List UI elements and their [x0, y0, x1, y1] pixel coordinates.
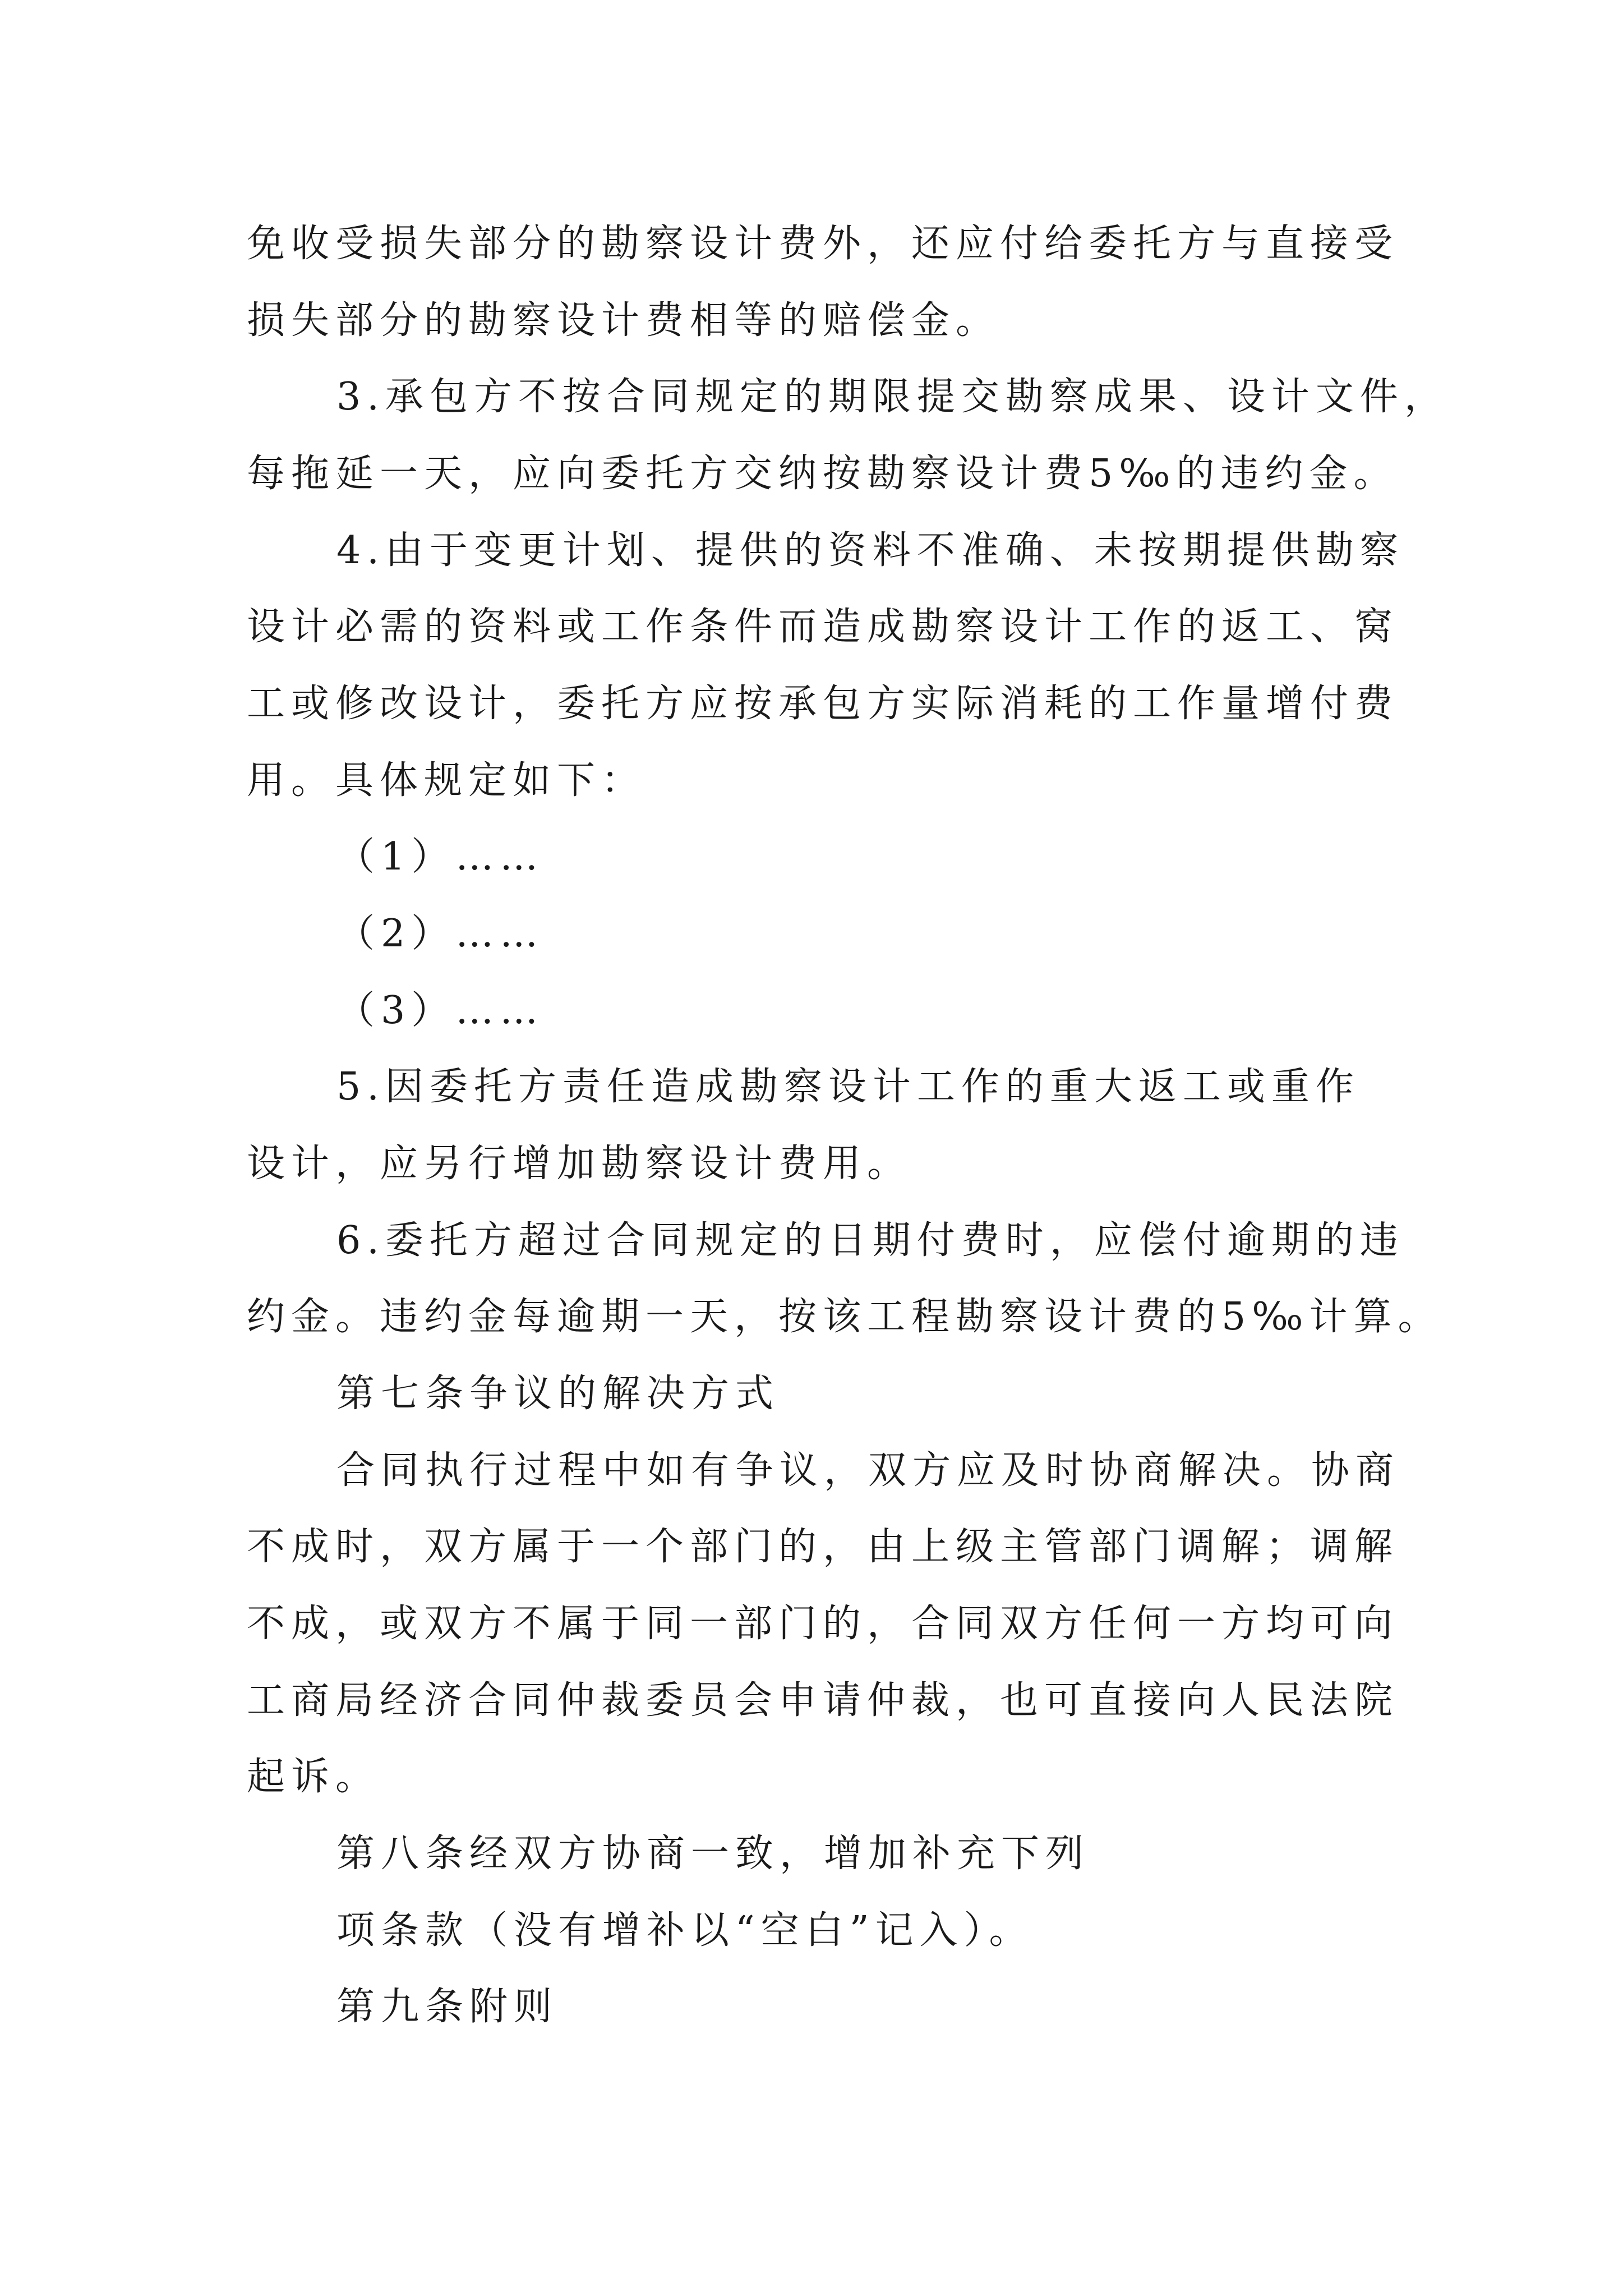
list-item: （2）…… — [336, 912, 545, 956]
clause-6-line: 6.委托方超过合同规定的日期付费时，应偿付逾期的违 — [336, 1218, 1404, 1263]
paragraph-line: 起诉。 — [247, 1755, 380, 1799]
article-9-heading: 第九条附则 — [336, 1985, 559, 2029]
paragraph-line: 不成时，双方属于一个部门的，由上级主管部门调解；调解 — [247, 1525, 1399, 1569]
paragraph-line: 用。具体规定如下： — [247, 758, 646, 803]
paragraph-line: 不成，或双方不属于同一部门的，合同双方任何一方均可向 — [247, 1602, 1399, 1646]
paragraph-line: 约金。违约金每逾期一天，按该工程勘察设计费的5‰计算。 — [247, 1295, 1442, 1339]
paragraph-line: 设计，应另行增加勘察设计费用。 — [247, 1142, 912, 1186]
clause-4-line: 4.由于变更计划、提供的资料不准确、未按期提供勘察 — [336, 528, 1404, 573]
paragraph-line: 免收受损失部分的勘察设计费外，还应付给委托方与直接受 — [247, 222, 1399, 266]
clause-3-line: 3.承包方不按合同规定的期限提交勘察成果、设计文件， — [336, 375, 1449, 419]
paragraph-line: 项条款（没有增补以“空白”记入）。 — [336, 1908, 1034, 1953]
clause-5-line: 5.因委托方责任造成勘察设计工作的重大返工或重作 — [336, 1065, 1360, 1109]
article-7-heading: 第七条争议的解决方式 — [336, 1372, 780, 1416]
paragraph-line: 合同执行过程中如有争议，双方应及时协商解决。协商 — [336, 1448, 1400, 1493]
article-8-heading: 第八条经双方协商一致，增加补充下列 — [336, 1832, 1090, 1876]
list-item: （1）…… — [336, 835, 545, 879]
paragraph-line: 工或修改设计，委托方应按承包方实际消耗的工作量增付费 — [247, 682, 1399, 726]
paragraph-line: 每拖延一天，应向委托方交纳按勘察设计费5‰的违约金。 — [247, 452, 1398, 496]
paragraph-line: 损失部分的勘察设计费相等的赔偿金。 — [247, 298, 1000, 343]
list-item: （3）…… — [336, 988, 545, 1033]
paragraph-line: 工商局经济合同仲裁委员会申请仲裁，也可直接向人民法院 — [247, 1678, 1399, 1723]
paragraph-line: 设计必需的资料或工作条件而造成勘察设计工作的返工、窝 — [247, 605, 1399, 649]
